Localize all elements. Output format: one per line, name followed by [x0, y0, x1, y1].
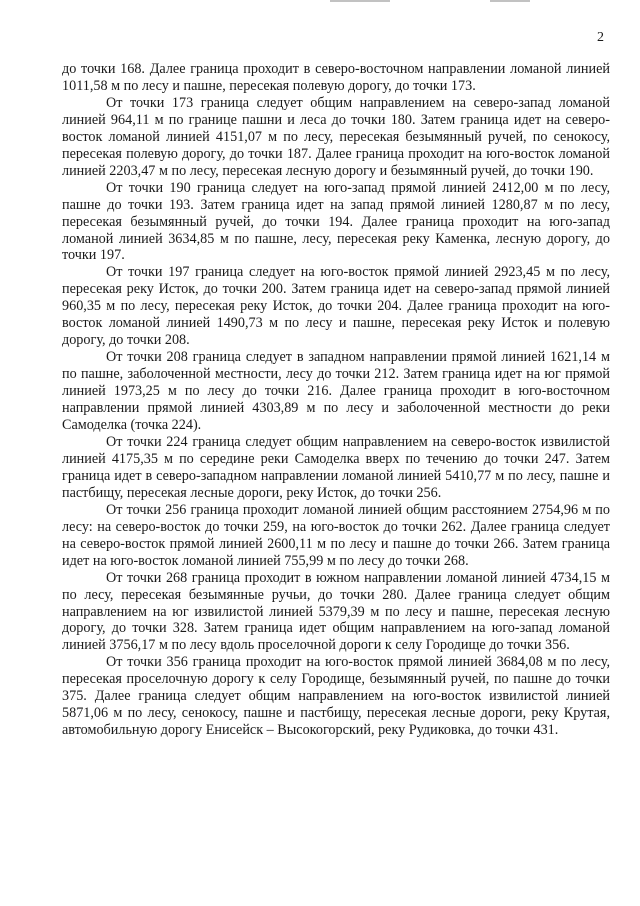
page-number: 2	[597, 30, 604, 45]
paragraph: От точки 190 граница следует на юго-запад прямой линией 2412,00 м по лесу, пашне до точки 193. Затем граница идет на запад прямой линией 1280,87 м по лесу, пересекая безымянный ручей, до точки 194. Далее граница проходит на юго-запад ломаной линией 3634,85 м по пашне, лесу, пересекая реку Каменка, лесную дорогу, до точки 197.	[62, 179, 610, 264]
paragraph: От точки 197 граница следует на юго-восток прямой линией 2923,45 м по лесу, пересекая реку Исток, до точки 200. Затем граница идет на северо-запад прямой линией 960,35 м по лесу, пересекая реку Исток, до точки 204. Далее граница проходит на юго-восток ломаной линией 1490,73 м по лесу и пашне, пересекая реку Исток и полевую дорогу, до точки 208.	[62, 264, 610, 349]
paragraph: От точки 173 граница следует общим направлением на северо-запад ломаной линией 964,11 м по границе пашни и леса до точки 180. Затем граница идет на северо-восток ломаной линией 4151,07 м по лесу, пересекая безымянный ручей, по сенокосу, пересекая полевую дорогу, до точки 187. Далее граница проходит на юго-восток ломаной линией 2203,47 м по лесу, пересекая лесную дорогу и безымянный ручей, до точки 190.	[62, 94, 610, 179]
paragraph: От точки 224 граница следует общим направлением на северо-восток извилистой линией 4175,35 м по середине реки Самоделка вверх по течению до точки 247. Затем граница идет в северо-западном направлении ломаной линией 5410,77 м по лесу, пашне и пастбищу, пересекая лесные дороги, реку Исток, до точки 256.	[62, 433, 610, 501]
document-body	[62, 61, 610, 739]
paragraph: до точки 168. Далее граница проходит в северо-восточном направлении ломаной линией 1011,58 м по лесу и пашне, пересекая полевую дорогу, до точки 173.	[62, 61, 610, 94]
scan-artifact-mark	[330, 0, 390, 2]
paragraph: От точки 268 граница проходит в южном направлении ломаной линией 4734,15 м по лесу, пересекая безымянные ручьи, до точки 280. Далее граница следует общим направлением на юг извилистой линией 5379,39 м по лесу и пашне, пересекая лесную дорогу, до точки 328. Затем граница идет общим направлением на юго-запад ломаной линией 3756,17 м по лесу вдоль проселочной дороги к селу Городище до точки 356.	[62, 569, 610, 654]
paragraph: От точки 208 граница следует в западном направлении прямой линией 1621,14 м по пашне, заболоченной местности, лесу до точки 212. Затем граница идет на юг прямой линией 1973,25 м по лесу до точки 216. Далее граница проходит в юго-восточном направлении прямой линией 4303,89 м по лесу и заболоченной местности до реки Самоделка (точка 224).	[62, 349, 610, 434]
paragraph: От точки 356 граница проходит на юго-восток прямой линией 3684,08 м по лесу, пересекая проселочную дорогу к селу Городище, безымянный ручей, по пашне до точки 375. Далее граница следует общим направлением на юго-восток извилистой линией 5871,06 м по лесу, сенокосу, пашне и пастбищу, пересекая лесные дороги, реку Крутая, автомобильную дорогу Енисейск – Высокогорский, реку Рудиковка, до точки 431.	[62, 654, 610, 739]
scan-artifact-mark	[490, 0, 530, 2]
paragraph: От точки 256 граница проходит ломаной линией общим расстоянием 2754,96 м по лесу: на северо-восток до точки 259, на юго-восток до точки 262. Далее граница следует на северо-восток прямой линией 2600,11 м по лесу и пашне до точки 266. Затем граница идет на юго-восток ломаной линией 755,99 м по лесу до точки 268.	[62, 501, 610, 569]
